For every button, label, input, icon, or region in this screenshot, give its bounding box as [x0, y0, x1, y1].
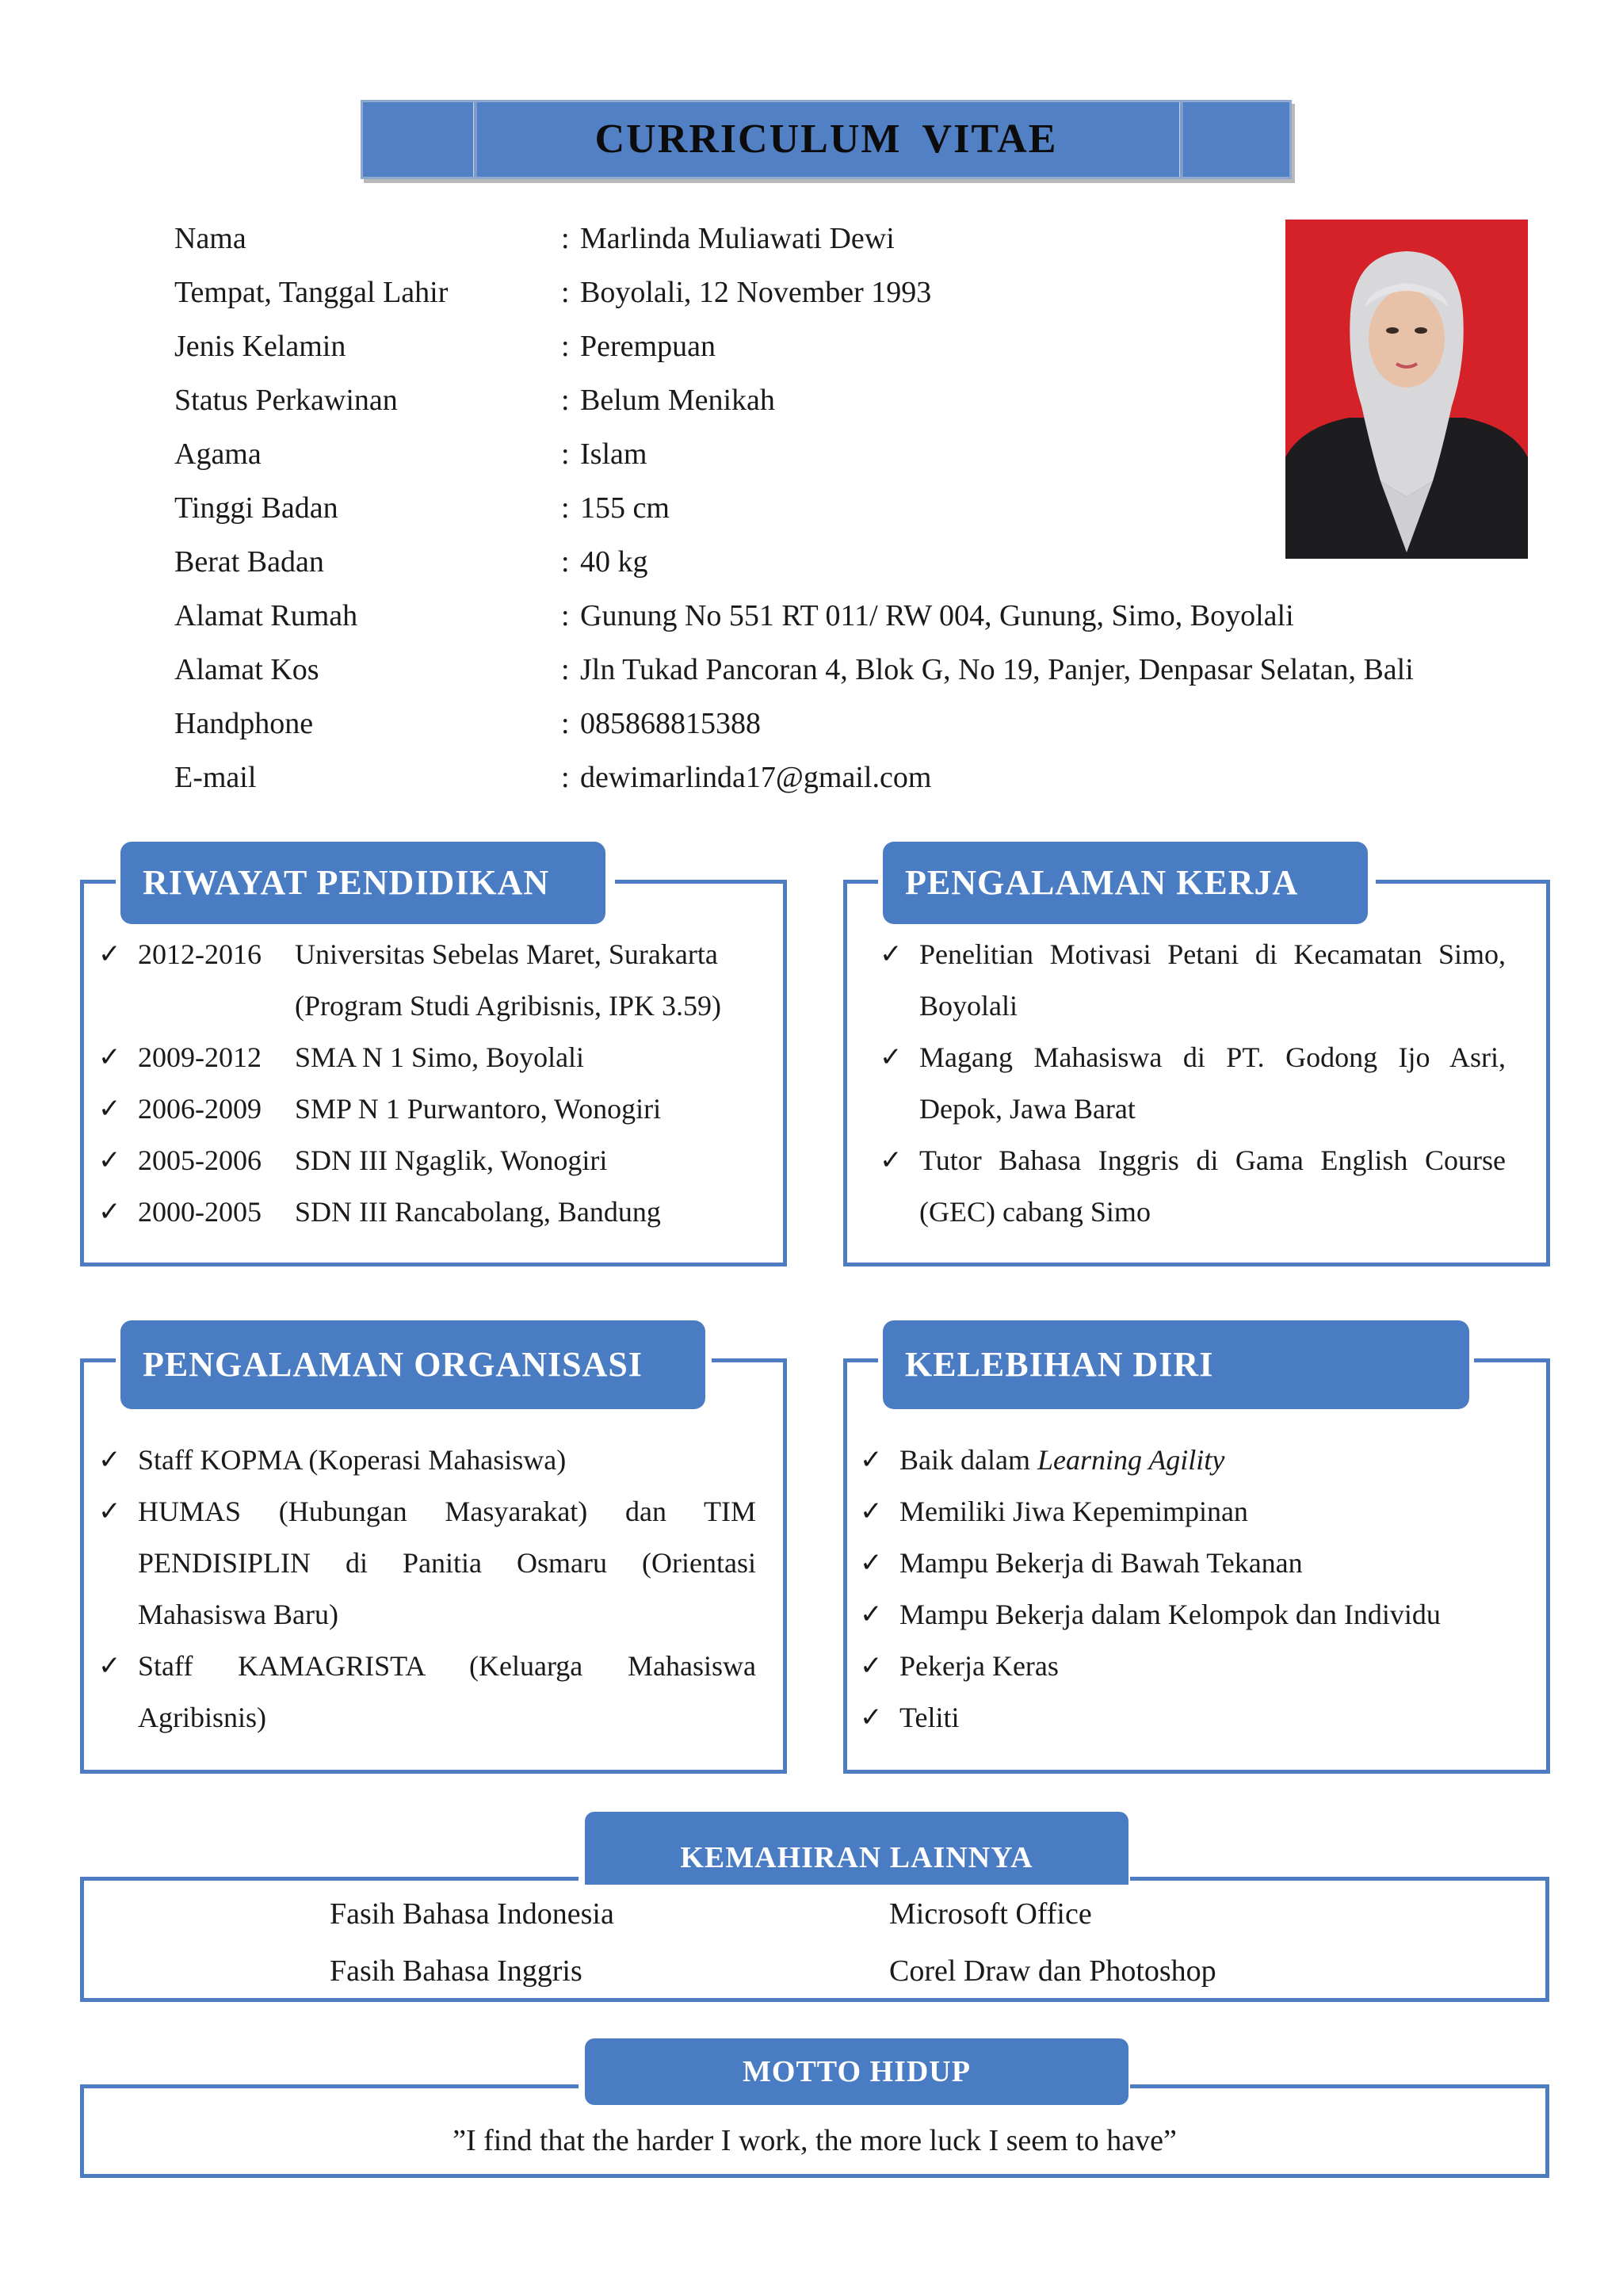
- organization-list: [98, 1435, 756, 1744]
- info-colon: :: [561, 330, 570, 363]
- org-line: Mahasiswa Baru): [138, 1599, 338, 1630]
- list-item: [860, 1435, 1526, 1486]
- list-item: [880, 1032, 1506, 1135]
- checkmark-icon: ✓: [98, 938, 121, 970]
- info-label: Status Perkawinan: [174, 384, 398, 417]
- list-item: [98, 1435, 756, 1486]
- portrait-illustration: [1285, 220, 1528, 559]
- info-label: Alamat Kos: [174, 653, 319, 686]
- info-value: 155 cm: [580, 491, 670, 525]
- work-list: [880, 929, 1506, 1238]
- info-value: Gunung No 551 RT 011/ RW 004, Gunung, Simo, Boyolali: [580, 599, 1294, 632]
- skills-heading: KEMAHIRAN LAINNYA: [585, 1812, 1128, 1885]
- org-line: Agribisnis): [138, 1702, 266, 1733]
- org-item-text: [138, 1435, 756, 1486]
- strength-italic: Learning Agility: [1037, 1444, 1225, 1476]
- checkmark-icon: ✓: [98, 1041, 121, 1073]
- education-years: 2012-2016: [138, 938, 262, 970]
- list-item: [860, 1589, 1526, 1641]
- info-colon: :: [561, 599, 570, 632]
- checkmark-icon: ✓: [860, 1702, 883, 1733]
- org-line: Staff KAMAGRISTA (Keluarga Mahasiswa: [138, 1650, 756, 1682]
- list-item: [860, 1538, 1526, 1589]
- checkmark-icon: ✓: [860, 1547, 883, 1579]
- info-colon: :: [561, 437, 570, 471]
- info-value: Boyolali, 12 November 1993: [580, 276, 932, 309]
- info-colon: :: [561, 545, 570, 579]
- strength-item: Pekerja Keras: [899, 1650, 1059, 1682]
- title-banner: [361, 100, 1292, 179]
- info-colon: :: [561, 276, 570, 309]
- list-item: [880, 1135, 1506, 1238]
- work-item-text: [919, 1135, 1506, 1238]
- checkmark-icon: ✓: [98, 1196, 121, 1228]
- org-line: HUMAS (Hubungan Masyarakat) dan TIM: [138, 1496, 756, 1527]
- org-line: PENDISIPLIN di Panitia Osmaru (Orientasi: [138, 1547, 756, 1579]
- checkmark-icon: ✓: [880, 938, 903, 970]
- education-note: (Program Studi Agribisnis, IPK 3.59): [295, 990, 722, 1022]
- page-title: CURRICULUM VITAE: [594, 117, 1058, 162]
- list-item: [98, 1486, 756, 1641]
- info-value: Perempuan: [580, 330, 716, 363]
- info-value: Belum Menikah: [580, 384, 775, 417]
- work-line: Magang Mahasiswa di PT. Godong Ijo Asri,: [919, 1041, 1506, 1073]
- work-heading: PENGALAMAN KERJA: [883, 842, 1368, 924]
- checkmark-icon: ✓: [860, 1444, 883, 1476]
- info-label: E-mail: [174, 761, 257, 794]
- education-years: 2006-2009: [138, 1093, 262, 1125]
- info-label: Nama: [174, 222, 246, 255]
- list-item: [860, 1692, 1526, 1744]
- checkmark-icon: ✓: [880, 1144, 903, 1176]
- checkmark-icon: ✓: [98, 1496, 121, 1527]
- checkmark-icon: ✓: [98, 1650, 121, 1682]
- education-school: SMP N 1 Purwantoro, Wonogiri: [295, 1093, 662, 1125]
- list-item: [98, 1032, 772, 1083]
- education-list: [98, 929, 772, 1238]
- info-colon: :: [561, 222, 570, 255]
- list-item: [98, 1186, 772, 1238]
- work-line: (GEC) cabang Simo: [919, 1196, 1151, 1228]
- list-item: [880, 929, 1506, 1032]
- info-value: Marlinda Muliawati Dewi: [580, 222, 895, 255]
- work-item-text: [919, 1032, 1506, 1135]
- info-label: Tempat, Tanggal Lahir: [174, 276, 449, 309]
- organization-heading: PENGALAMAN ORGANISASI: [120, 1320, 705, 1409]
- work-line: Tutor Bahasa Inggris di Gama English Course: [919, 1144, 1506, 1176]
- list-item: [98, 1641, 756, 1744]
- skill-item: Corel Draw dan Photoshop: [889, 1954, 1216, 1988]
- info-colon: :: [561, 491, 570, 525]
- info-label: Jenis Kelamin: [174, 330, 346, 363]
- skill-item: Microsoft Office: [889, 1897, 1092, 1931]
- work-item-text: [919, 929, 1506, 1032]
- info-value: Islam: [580, 437, 647, 471]
- info-colon: :: [561, 653, 570, 686]
- motto-heading: MOTTO HIDUP: [585, 2038, 1128, 2105]
- education-years: 2005-2006: [138, 1144, 262, 1176]
- list-item: [98, 929, 772, 1032]
- info-label: Handphone: [174, 707, 314, 740]
- info-label: Alamat Rumah: [174, 599, 358, 632]
- motto-text: ”I find that the harder I work, the more luck I seem to have”: [453, 2124, 1177, 2157]
- strength-text: Baik dalam: [899, 1444, 1037, 1476]
- list-item: [98, 1083, 772, 1135]
- list-item: [98, 1135, 772, 1186]
- checkmark-icon: ✓: [98, 1144, 121, 1176]
- strength-item: Mampu Bekerja di Bawah Tekanan: [899, 1547, 1303, 1579]
- checkmark-icon: ✓: [860, 1496, 883, 1527]
- work-line: Penelitian Motivasi Petani di Kecamatan Simo,: [919, 938, 1506, 970]
- education-years: 2000-2005: [138, 1196, 262, 1228]
- info-value: 085868815388: [580, 707, 761, 740]
- strength-item: Mampu Bekerja dalam Kelompok dan Individu: [899, 1599, 1441, 1630]
- info-colon: :: [561, 761, 570, 794]
- education-school: SDN III Rancabolang, Bandung: [295, 1196, 661, 1228]
- checkmark-icon: ✓: [860, 1599, 883, 1630]
- education-school: SMA N 1 Simo, Boyolali: [295, 1041, 585, 1073]
- checkmark-icon: ✓: [98, 1444, 121, 1476]
- checkmark-icon: ✓: [880, 1041, 903, 1073]
- strength-item: Teliti: [899, 1702, 960, 1733]
- skill-item: Fasih Bahasa Indonesia: [330, 1897, 614, 1931]
- skill-item: Fasih Bahasa Inggris: [330, 1954, 582, 1988]
- list-item: [860, 1486, 1526, 1538]
- strength-item: [899, 1435, 1224, 1486]
- strength-item: Memiliki Jiwa Kepemimpinan: [899, 1496, 1248, 1527]
- info-value: Jln Tukad Pancoran 4, Blok G, No 19, Panjer, Denpasar Selatan, Bali: [580, 653, 1414, 686]
- checkmark-icon: ✓: [98, 1093, 121, 1125]
- education-years: 2009-2012: [138, 1041, 262, 1073]
- checkmark-icon: ✓: [860, 1650, 883, 1682]
- strengths-heading: KELEBIHAN DIRI: [883, 1320, 1469, 1409]
- info-value: dewimarlinda17@gmail.com: [580, 761, 932, 794]
- org-item-text: [138, 1641, 756, 1744]
- work-line: Boyolali: [919, 990, 1018, 1022]
- info-label: Tinggi Badan: [174, 491, 338, 525]
- org-line: Staff KOPMA (Koperasi Mahasiswa): [138, 1444, 567, 1476]
- info-colon: :: [561, 707, 570, 740]
- skills-section: [80, 1877, 1549, 2002]
- education-heading: RIWAYAT PENDIDIKAN: [120, 842, 605, 924]
- org-item-text: [138, 1486, 756, 1641]
- info-value: 40 kg: [580, 545, 648, 579]
- list-item: [860, 1641, 1526, 1692]
- profile-photo: [1285, 220, 1528, 559]
- work-line: Depok, Jawa Barat: [919, 1093, 1136, 1125]
- strengths-list: [860, 1435, 1526, 1744]
- education-school: SDN III Ngaglik, Wonogiri: [295, 1144, 608, 1176]
- info-label: Berat Badan: [174, 545, 324, 579]
- education-school: Universitas Sebelas Maret, Surakarta: [295, 938, 718, 970]
- info-label: Agama: [174, 437, 262, 471]
- info-colon: :: [561, 384, 570, 417]
